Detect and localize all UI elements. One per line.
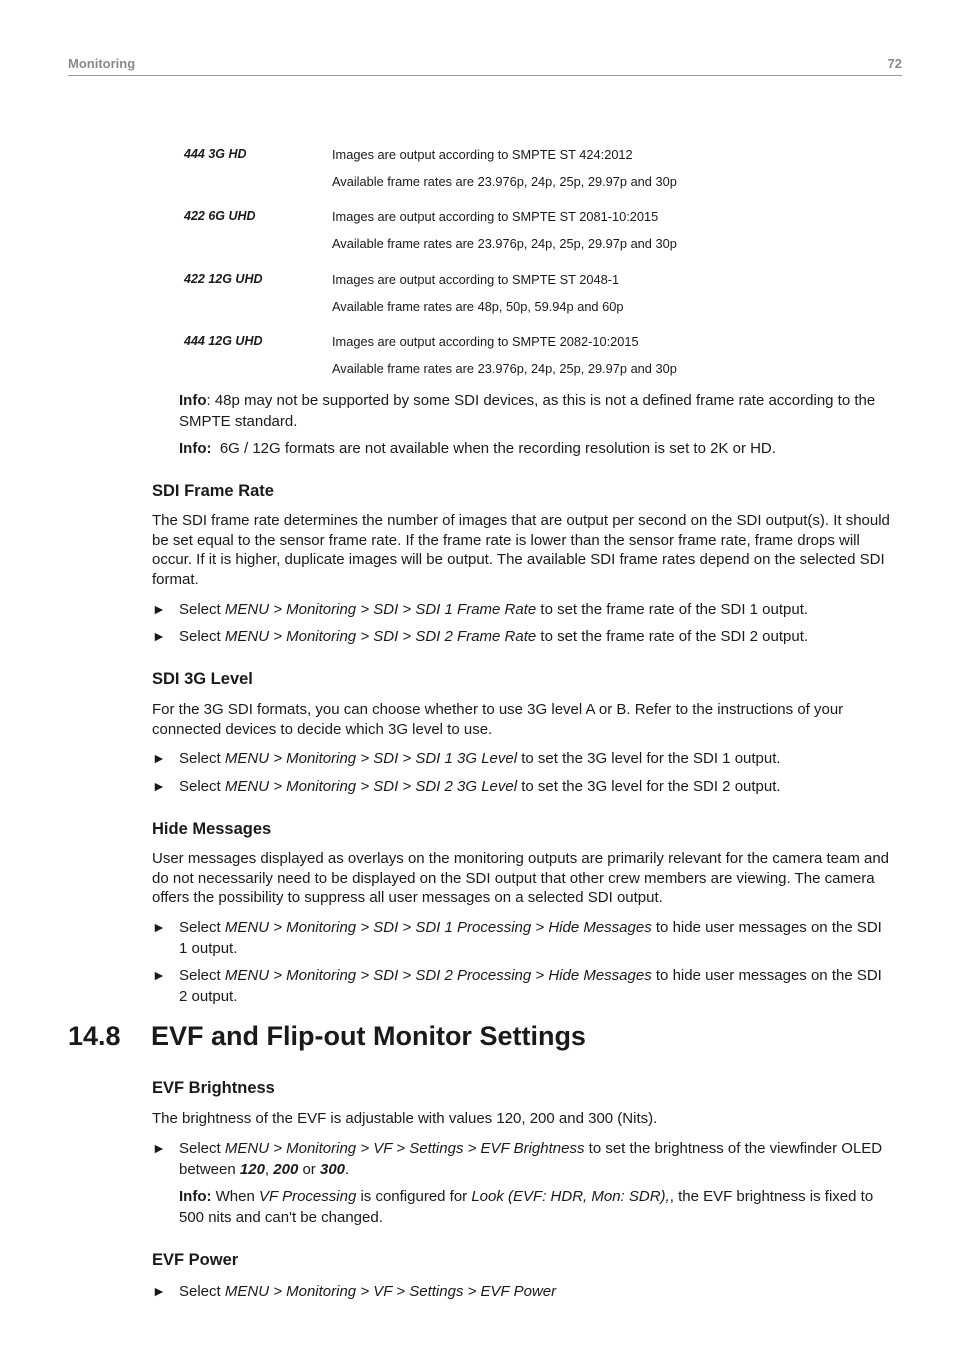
format-frame-rates: Available frame rates are 48p, 50p, 59.94p and 60p bbox=[332, 298, 624, 314]
section-title: EVF and Flip-out Monitor Settings bbox=[151, 1021, 586, 1051]
info-note-evf-brightness: Info: When VF Processing is configured for Look (EVF: HDR, Mon: SDR),, the EVF brightness is fixed to 500 nits and can't be changed. bbox=[179, 1188, 874, 1226]
format-standard: Images are output according to SMPTE ST 424:2012 bbox=[332, 147, 633, 162]
bullet-arrow-icon: ► bbox=[152, 1140, 166, 1156]
format-frame-rates: Available frame rates are 23.976p, 24p, 25p, 29.97p and 30p bbox=[332, 236, 677, 252]
format-standard: Images are output according to SMPTE 2082-10:2015 bbox=[332, 333, 639, 349]
section-heading bbox=[68, 1021, 586, 1052]
heading-evf-brightness: EVF Brightness bbox=[152, 1079, 275, 1097]
menu-path: MENU > Monitoring > VF > Settings > EVF Power bbox=[224, 1283, 557, 1300]
heading-sdi-3g-level: SDI 3G Level bbox=[152, 670, 253, 688]
bullet-arrow-icon: ► bbox=[152, 919, 166, 935]
format-name: 422 6G UHD bbox=[184, 209, 256, 224]
format-frame-rates: Available frame rates are 23.976p, 24p, 25p, 29.97p and 30p bbox=[332, 174, 677, 189]
instruction-sdi1-3g-level: ► Select MENU > Monitoring > SDI > SDI 1 3G Level to set the 3G level for the SDI 1 output. bbox=[152, 750, 781, 767]
page-number: 72 bbox=[887, 56, 902, 71]
instruction-sdi2-hide-messages: ► Select MENU > Monitoring > SDI > SDI 2 Processing > Hide Messages to hide user messages on the SDI 2 output. bbox=[152, 967, 882, 1005]
menu-path: MENU > Monitoring > SDI > SDI 2 Processing > Hide Messages bbox=[224, 967, 652, 984]
menu-path: MENU > Monitoring > SDI > SDI 2 Frame Rate bbox=[224, 628, 537, 645]
bullet-arrow-icon: ► bbox=[152, 601, 166, 617]
info-note-48p bbox=[179, 390, 889, 432]
value-300: 300 bbox=[319, 1161, 346, 1178]
bullet-arrow-icon: ► bbox=[152, 778, 166, 794]
info-label: Info: bbox=[179, 440, 212, 457]
header-section-title: Monitoring bbox=[68, 56, 136, 71]
bullet-arrow-icon: ► bbox=[152, 1283, 166, 1299]
instruction-sdi1-frame-rate: ► Select MENU > Monitoring > SDI > SDI 1 Frame Rate to set the frame rate of the SDI 1 output. bbox=[152, 601, 809, 618]
format-name: 444 12G UHD bbox=[184, 333, 263, 348]
menu-path: MENU > Monitoring > SDI > SDI 2 3G Level bbox=[224, 778, 518, 795]
menu-path: MENU > Monitoring > SDI > SDI 1 3G Level bbox=[224, 750, 518, 767]
paragraph-hide-messages: User messages displayed as overlays on the monitoring outputs are primarily relevant for the camera team and do not necessarily need to be displayed on the SDI output that other crew members are viewing. The camera offers the possibility to suppress all user messages on a selected SDI output. bbox=[152, 850, 890, 907]
format-frame-rates: Available frame rates are 23.976p, 24p, 25p, 29.97p and 30p bbox=[332, 360, 677, 376]
info-label: Info: bbox=[179, 1188, 212, 1205]
info-label: Info bbox=[179, 392, 207, 409]
section-number: 14.8 bbox=[68, 1021, 121, 1051]
heading-evf-power: EVF Power bbox=[152, 1251, 239, 1269]
info-text: : 48p may not be supported by some SDI devices, as this is not a defined frame rate according to the SMPTE standard. bbox=[179, 392, 876, 430]
paragraph-sdi-3g-level: For the 3G SDI formats, you can choose whether to use 3G level A or B. Refer to the instructions of your connected devices to decide which 3G level to use. bbox=[152, 701, 844, 738]
instruction-sdi2-3g-level: ► Select MENU > Monitoring > SDI > SDI 2 3G Level to set the 3G level for the SDI 2 output. bbox=[152, 778, 781, 795]
value-120: 120 bbox=[239, 1161, 265, 1178]
instruction-sdi2-frame-rate: ► Select MENU > Monitoring > SDI > SDI 2 Frame Rate to set the frame rate of the SDI 2 output. bbox=[152, 628, 809, 645]
heading-hide-messages: Hide Messages bbox=[152, 820, 272, 838]
sdi-format-table bbox=[184, 145, 884, 394]
instruction-evf-brightness: ► Select MENU > Monitoring > VF > Settings > EVF Brightness to set the brightness of the viewfinder OLED between 120, 200 or 300. bbox=[152, 1140, 883, 1178]
menu-path: MENU > Monitoring > SDI > SDI 1 Frame Rate bbox=[224, 601, 537, 618]
bullet-arrow-icon: ► bbox=[152, 967, 166, 983]
format-standard: Images are output according to SMPTE ST 2048-1 bbox=[332, 271, 620, 287]
format-name: 444 3G HD bbox=[184, 147, 247, 161]
format-row bbox=[184, 332, 884, 394]
menu-path: MENU > Monitoring > VF > Settings > EVF Brightness bbox=[224, 1140, 585, 1157]
menu-path: MENU > Monitoring > SDI > SDI 1 Processing > Hide Messages bbox=[224, 919, 652, 936]
format-row bbox=[184, 207, 884, 269]
instruction-sdi1-hide-messages: ► Select MENU > Monitoring > SDI > SDI 1 Processing > Hide Messages to hide user messages on the SDI 1 output. bbox=[152, 919, 882, 957]
format-standard: Images are output according to SMPTE ST 2081-10:2015 bbox=[332, 209, 659, 225]
info-text: 6G / 12G formats are not available when the recording resolution is set to 2K or HD. bbox=[211, 440, 776, 457]
format-row bbox=[184, 270, 884, 332]
value-200: 200 bbox=[273, 1161, 299, 1178]
format-name: 422 12G UHD bbox=[184, 271, 263, 286]
paragraph-evf-brightness: The brightness of the EVF is adjustable with values 120, 200 and 300 (Nits). bbox=[152, 1110, 658, 1127]
bullet-arrow-icon: ► bbox=[152, 750, 166, 766]
info-note-formats bbox=[179, 438, 889, 459]
paragraph-sdi-frame-rate: The SDI frame rate determines the number of images that are output per second on the SDI output(s). It should be set equal to the sensor frame rate. If the frame rate is lower than the sensor frame rate, frame drops will occur. If it is higher, duplicate images will be output. The available SDI frame rates depend on the selected SDI format. bbox=[152, 512, 890, 588]
page-header bbox=[68, 56, 902, 76]
instruction-evf-power: ► Select MENU > Monitoring > VF > Settings > EVF Power bbox=[152, 1283, 557, 1300]
heading-sdi-frame-rate: SDI Frame Rate bbox=[152, 482, 274, 500]
bullet-arrow-icon: ► bbox=[152, 628, 166, 644]
format-row bbox=[184, 145, 884, 207]
